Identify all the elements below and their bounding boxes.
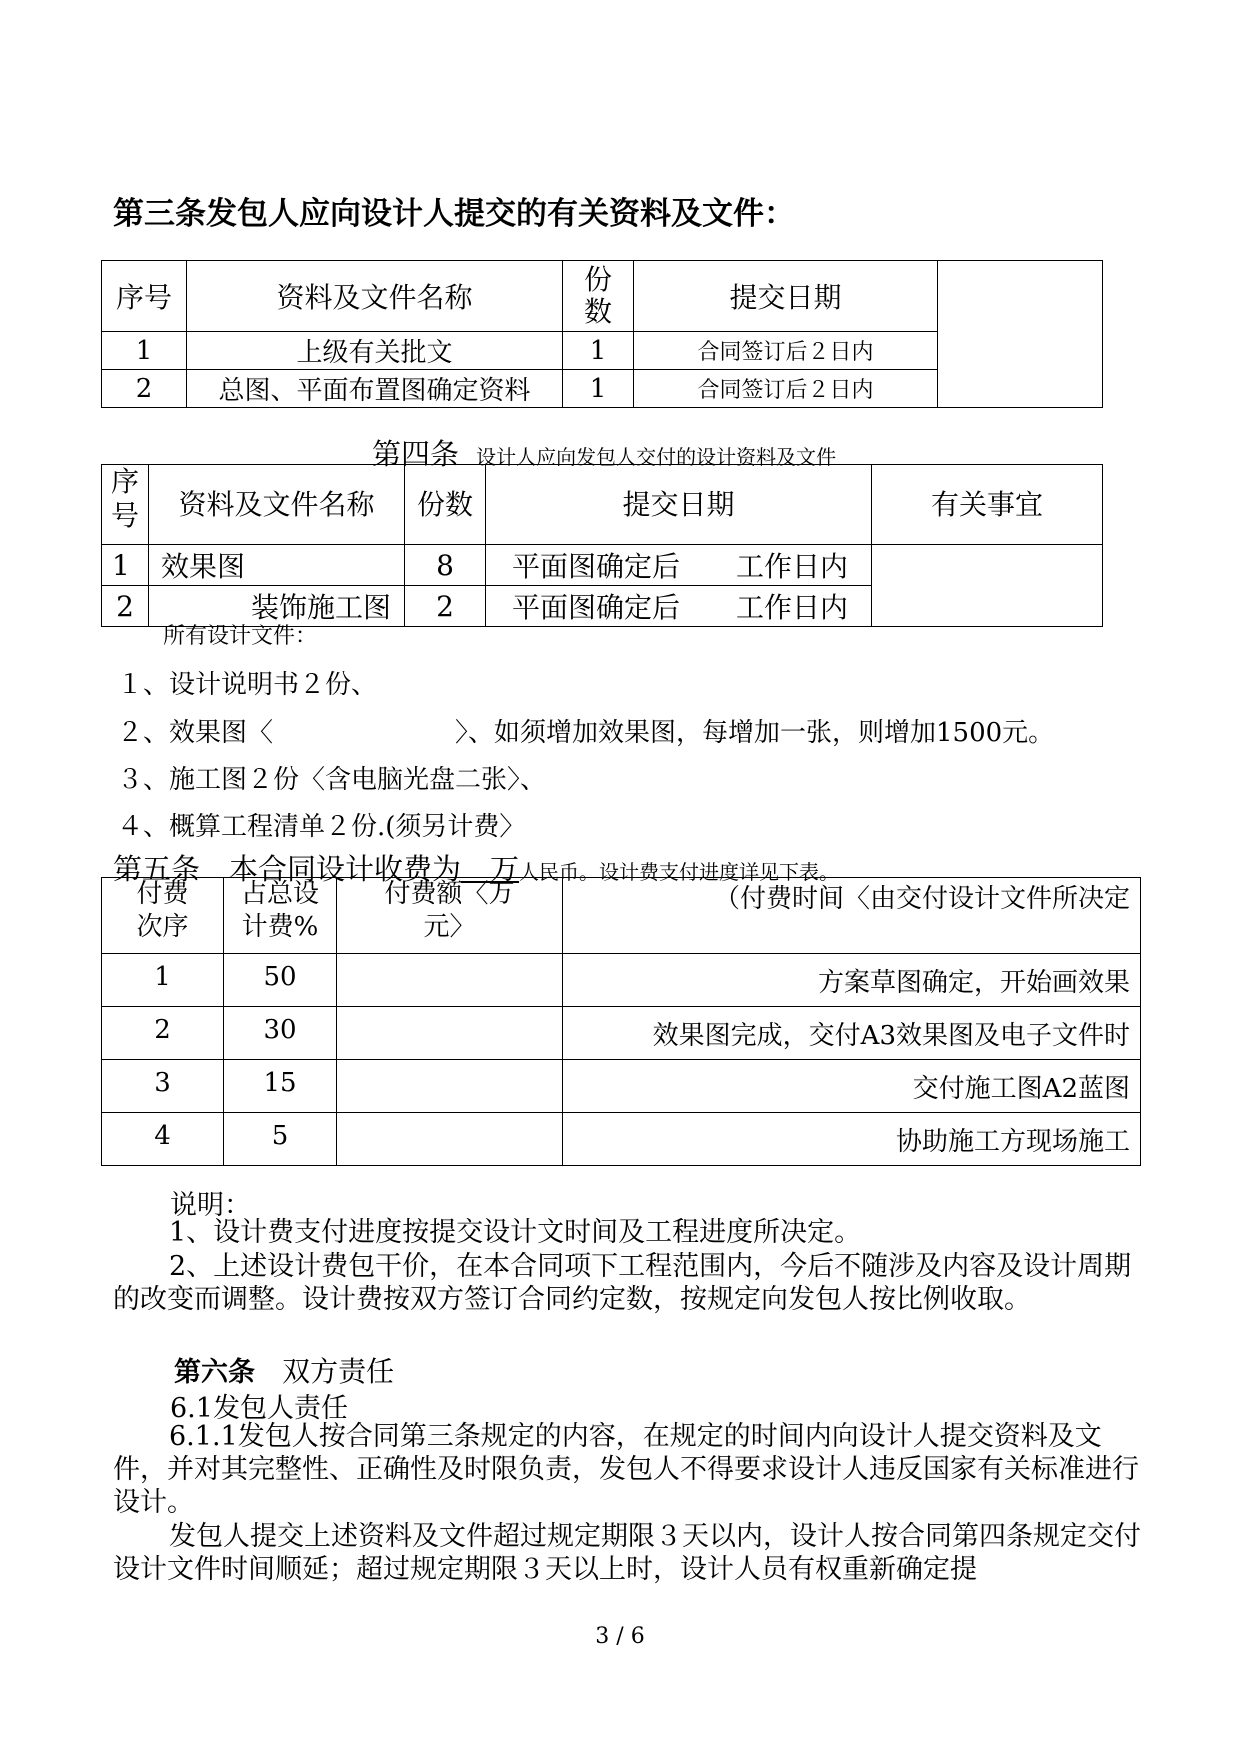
header-amount bbox=[337, 878, 563, 954]
row2-copies: 1 bbox=[563, 370, 634, 408]
header-date: 提交日期 bbox=[634, 261, 938, 332]
page-number: 3 / 6 bbox=[595, 1624, 645, 1649]
article3-title: 第三条发包人应向设计人提交的有关资料及文件： bbox=[113, 196, 795, 232]
file-item-3: ３、施工图２份〈含电脑光盘二张〉、 bbox=[117, 765, 547, 795]
article5-title-main: 第五条 本合同设计收费为 bbox=[113, 852, 462, 886]
row4-amount bbox=[337, 1113, 563, 1166]
article6-title-sub: 双方责任 bbox=[282, 1355, 395, 1388]
header-amount-a: 付费额〈万 bbox=[384, 879, 515, 909]
file-item-2: ２、效果图〈 〉、如须增加效果图，每增加一张，则增加1500元。 bbox=[117, 718, 1055, 748]
header-no-a: 序 bbox=[110, 465, 139, 498]
row2-date: 合同签订后２日内 bbox=[634, 370, 938, 408]
article5-amount: 万 bbox=[461, 852, 520, 886]
article6-title-main: 第六条 bbox=[174, 1357, 255, 1388]
note-2: 2、上述设计费包干价，在本合同项下工程范围内，今后不随涉及内容及设计周期的改变而调整。设计费按双方签订合同约定数，按规定向发包人按比例收取。 bbox=[113, 1251, 1132, 1315]
header-copies-b: 数 bbox=[583, 295, 612, 328]
file-item-4: ４、概算工程清单２份.(须另计费〉 bbox=[117, 812, 526, 842]
article5-title-sub: 人民币。设计费支付进度详见下表。 bbox=[519, 860, 840, 884]
article3-table bbox=[101, 260, 1103, 408]
header-name: 资料及文件名称 bbox=[149, 465, 405, 545]
table-row bbox=[102, 1060, 1141, 1113]
header-pct bbox=[224, 878, 337, 954]
row1-no: 1 bbox=[102, 545, 149, 586]
section-6-1-1: 6.1.1发包人按合同第三条规定的内容，在规定的时间内向设计人提交资料及文件，并对其完整性、正确性及时限负责，发包人不得要求设计人违反国家有关标准进行设计。 bbox=[113, 1421, 1139, 1518]
header-no: 序号 bbox=[102, 261, 187, 332]
row1-pct: 50 bbox=[224, 954, 337, 1007]
header-notes: 有关事宜 bbox=[872, 465, 1103, 545]
row1-date: 合同签订后２日内 bbox=[634, 332, 938, 370]
row2-order: 2 bbox=[102, 1007, 224, 1060]
header-order bbox=[102, 878, 224, 954]
row1-copies: 1 bbox=[563, 332, 634, 370]
row2-time: 效果图完成，交付A3效果图及电子文件时 bbox=[563, 1007, 1141, 1060]
row2-no: 2 bbox=[102, 586, 149, 627]
header-order-b: 次序 bbox=[136, 912, 189, 942]
row1-name: 上级有关批文 bbox=[187, 332, 563, 370]
row1-amount bbox=[337, 954, 563, 1007]
section-6-1: 6.1发包人责任 bbox=[170, 1393, 348, 1424]
row2-pct: 30 bbox=[224, 1007, 337, 1060]
header-time: （付费时间〈由交付设计文件所决定 bbox=[563, 878, 1141, 954]
header-no-b: 号 bbox=[110, 499, 139, 532]
table-row bbox=[102, 1007, 1141, 1060]
row3-time: 交付施工图A2蓝图 bbox=[563, 1060, 1141, 1113]
header-copies bbox=[563, 261, 634, 332]
row3-amount bbox=[337, 1060, 563, 1113]
article5-table bbox=[101, 877, 1141, 1166]
row3-pct: 15 bbox=[224, 1060, 337, 1113]
header-copies-a: 份 bbox=[583, 263, 612, 296]
row2-copies: 2 bbox=[405, 586, 486, 627]
row1-no: 1 bbox=[102, 332, 187, 370]
article4-title-main: 第四条 bbox=[372, 437, 460, 471]
header-amount-b: 元〉 bbox=[423, 912, 476, 942]
row-notes bbox=[872, 545, 1103, 627]
header-copies: 份数 bbox=[405, 465, 486, 545]
header-no bbox=[102, 465, 149, 545]
row4-time: 协助施工方现场施工 bbox=[563, 1113, 1141, 1166]
header-extra bbox=[938, 261, 1103, 408]
article6-paragraph: 发包人提交上述资料及文件超过规定期限３天以内，设计人按合同第四条规定交付设计文件时间顺延；超过规定期限３天以上时，设计人员有权重新确定提 bbox=[113, 1521, 1141, 1585]
header-name: 资料及文件名称 bbox=[187, 261, 563, 332]
row2-name: 总图、平面布置图确定资料 bbox=[187, 370, 563, 408]
table-row bbox=[102, 545, 1103, 586]
row1-name: 效果图 bbox=[149, 545, 405, 586]
note-1: 1、设计费支付进度按提交设计文时间及工程进度所决定。 bbox=[169, 1217, 862, 1248]
header-order-a: 付费 bbox=[136, 879, 189, 909]
row2-date: 平面图确定后 工作日内 bbox=[486, 586, 872, 627]
row2-amount bbox=[337, 1007, 563, 1060]
article4-table bbox=[101, 464, 1103, 627]
header-pct-b: 计费% bbox=[241, 912, 319, 942]
row3-order: 3 bbox=[102, 1060, 224, 1113]
row4-order: 4 bbox=[102, 1113, 224, 1166]
row2-name: 装饰施工图 bbox=[149, 586, 405, 627]
table-row bbox=[102, 954, 1141, 1007]
header-pct-a: 占总设 bbox=[240, 879, 319, 909]
article6-title bbox=[174, 1350, 394, 1390]
file-item-1: １、设计说明书２份、 bbox=[117, 670, 378, 700]
table-row bbox=[102, 1113, 1141, 1166]
all-files-label: 所有设计文件： bbox=[163, 624, 318, 649]
row1-order: 1 bbox=[102, 954, 224, 1007]
row1-date: 平面图确定后 工作日内 bbox=[486, 545, 872, 586]
row4-pct: 5 bbox=[224, 1113, 337, 1166]
notes-label: 说明： bbox=[170, 1190, 251, 1221]
row2-no: 2 bbox=[102, 370, 187, 408]
article4-title-sub: 设计人应向发包人交付的设计资料及文件 bbox=[476, 445, 837, 469]
row1-time: 方案草图确定，开始画效果 bbox=[563, 954, 1141, 1007]
header-date: 提交日期 bbox=[486, 465, 872, 545]
row1-copies: 8 bbox=[405, 545, 486, 586]
